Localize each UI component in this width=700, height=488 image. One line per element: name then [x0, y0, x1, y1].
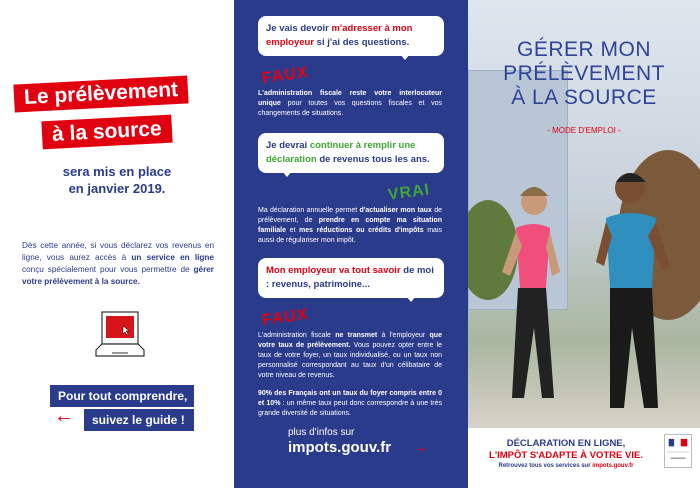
answer-text: mais aussi de régulariser mon impôt.: [258, 227, 442, 244]
guide-line-2: suivez le guide !: [84, 409, 194, 431]
more-info: [288, 427, 444, 461]
arrow-right-icon: →: [412, 439, 428, 456]
answer-text: pour toutes vos questions fiscales et vos changements de situations.: [258, 100, 442, 117]
answer-bold: que votre taux de prélèvement.: [258, 332, 442, 349]
title-line: GÉRER MON: [516, 38, 651, 61]
answer-text: : un même taux peut donc correspondre à une très grande diversité de situations.: [258, 400, 442, 417]
vrai-stamp: VRAI: [386, 181, 431, 204]
answer-bold: d'actualiser mon taux: [359, 207, 432, 214]
intro-bold: un service en ligne: [131, 253, 214, 262]
mode-emploi-label: - MODE D'EMPLOI -: [547, 126, 621, 135]
answer-1: [258, 89, 442, 119]
footer-line-1: DÉCLARATION EN LIGNE,: [506, 438, 626, 449]
answer-bold: prendre en compte ma situation familiale: [258, 217, 442, 234]
answer-text: et: [286, 227, 300, 234]
answer-3: [258, 331, 442, 381]
title-line-1: Le prélèvement: [13, 75, 188, 112]
republique-francaise-logo: [664, 434, 692, 468]
q-text: Je vais devoir: [266, 23, 332, 34]
answer-text: Vous pouvez opter entre le taux de votre foyer, un taux individualisé, ou un taux non personnalisé correspondant au taux d'un célibataire de votre niveau de revenus.: [258, 342, 442, 379]
subtitle-line-2: en janvier 2019.: [68, 181, 166, 196]
footer-text: Retrouvez tous vos services sur: [498, 463, 593, 469]
runner-woman-image: [482, 180, 572, 430]
speech-bubble-1: [258, 16, 444, 56]
subtitle: [0, 163, 234, 197]
title-line-2: à la source: [41, 115, 172, 150]
right-panel: [468, 0, 700, 488]
faux-stamp-2: FAUX: [260, 305, 310, 330]
subtitle-line-1: sera mis en place: [62, 164, 172, 179]
footer-line-3: [472, 462, 660, 471]
left-panel: [0, 0, 234, 488]
impots-link[interactable]: impots.gouv.fr: [288, 439, 392, 456]
speech-bubble-3: [258, 258, 444, 298]
answer-bold: L'administration fiscale reste votre interlocuteur unique: [258, 90, 442, 107]
answer-2: [258, 206, 442, 246]
laptop-icon: [90, 308, 150, 362]
brochure-title: [468, 38, 700, 110]
intro-bold: gérer votre prélèvement à la source.: [22, 265, 214, 286]
q-highlight: m'adresser à mon employeur: [266, 23, 413, 48]
answer-bold: 90% des Français ont un taux du foyer compris entre 0 et 10%: [258, 390, 442, 407]
middle-panel: [234, 0, 468, 488]
q-highlight: Mon employeur va tout savoir: [266, 265, 401, 276]
intro-text: [22, 240, 214, 288]
answer-bold: ne transmet: [335, 332, 378, 339]
answer-text: L'administration fiscale: [258, 332, 336, 339]
guide-line-1: Pour tout comprendre,: [50, 385, 194, 407]
title-line: PRÉLÈVEMENT: [503, 62, 665, 85]
q-highlight: continuer à remplir une déclaration: [266, 140, 416, 165]
q-text: Je devrai: [266, 140, 310, 151]
q-text: si j'ai des questions.: [314, 37, 410, 48]
intro-part: Dès cette année, si vous déclarez vos revenus en ligne, vous aurez accès à: [22, 241, 214, 262]
more-info-label: plus d'infos sur: [288, 427, 355, 438]
intro-part: conçu spécialement pour vous permettre de: [22, 265, 194, 274]
footer: [468, 428, 700, 488]
answer-bold: mes réductions ou crédits d'impôts: [299, 227, 424, 234]
q-text: de revenus tous les ans.: [316, 154, 430, 165]
answer-4: [258, 389, 442, 419]
runner-man-image: [580, 160, 690, 430]
answer-text: à l'employeur: [377, 332, 430, 339]
title-line: À LA SOURCE: [511, 86, 657, 109]
faux-stamp-1: FAUX: [260, 63, 310, 88]
footer-line-2: L'IMPÔT S'ADAPTE À VOTRE VIE.: [489, 450, 643, 461]
q-text: de moi : revenus, patrimoine...: [266, 265, 434, 290]
arrow-left-icon: ←: [54, 405, 74, 427]
answer-text: Ma déclaration annuelle permet: [258, 207, 360, 214]
answer-text: de prélèvement, de: [258, 207, 442, 224]
speech-bubble-2: [258, 133, 444, 173]
footer-text-block: [472, 438, 660, 471]
footer-url[interactable]: impots.gouv.fr: [592, 463, 634, 469]
